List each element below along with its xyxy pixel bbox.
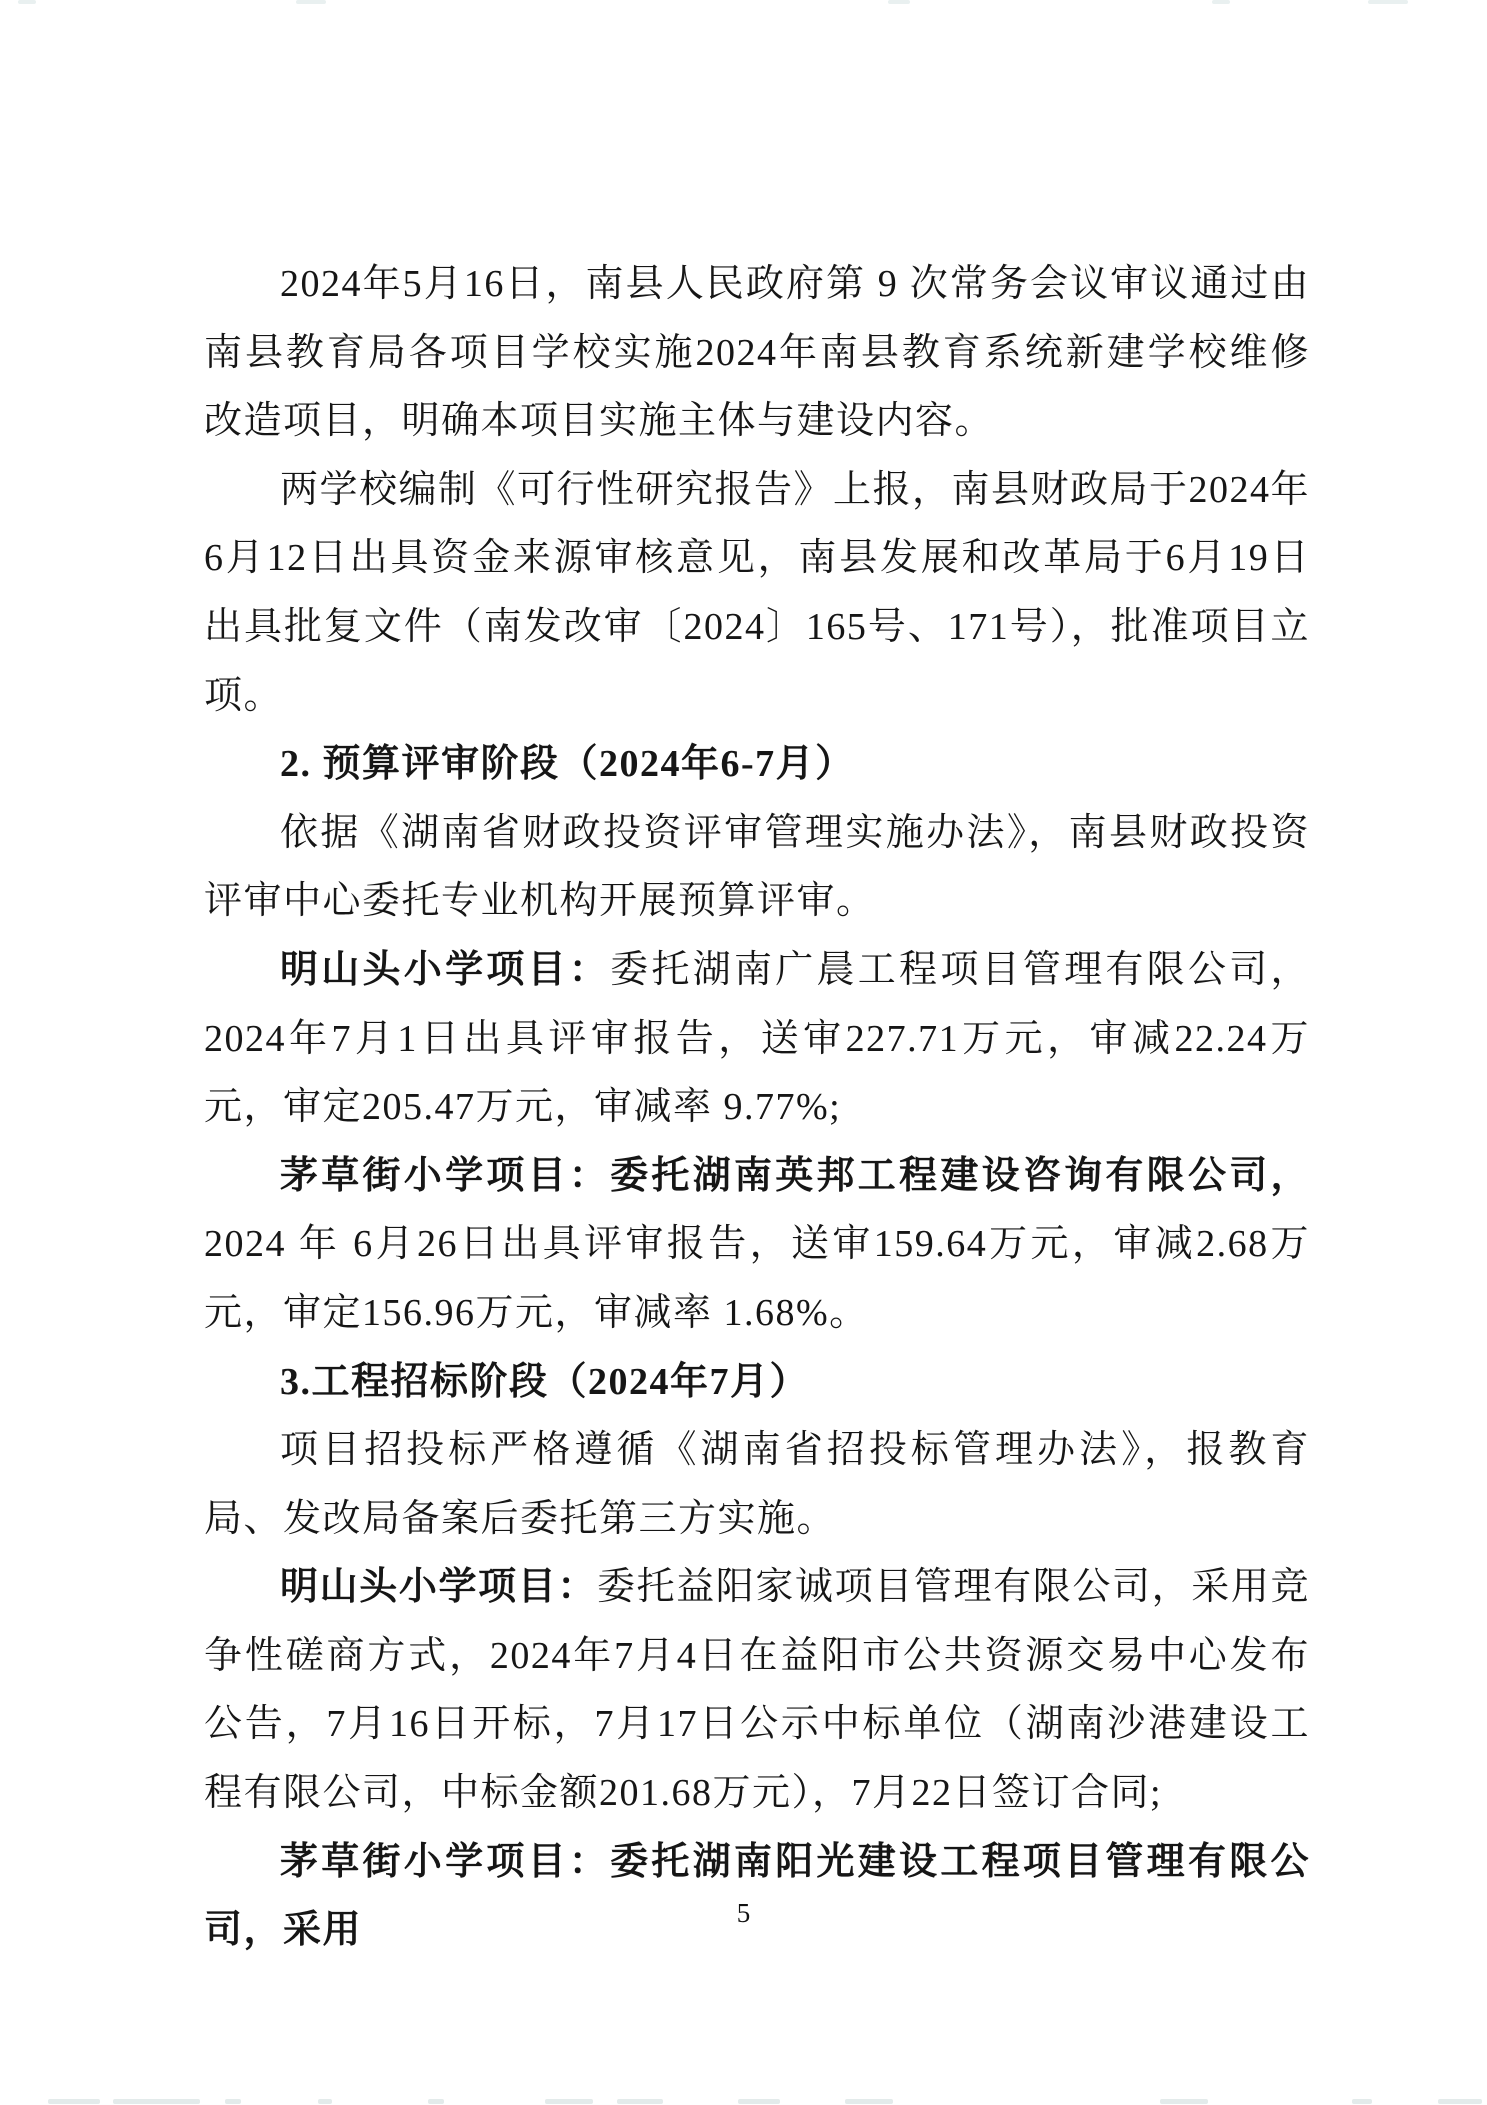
scan-artifact (428, 2099, 444, 2104)
heading-bidding-stage (204, 1348, 1310, 1417)
paragraph-feasibility-report (204, 456, 1310, 730)
scan-artifact (1160, 2099, 1208, 2104)
paragraph-text: 两学校编制《可行性研究报告》上报，南县财政局于2024年6月12日出具资金来源审核意见，南县发展和改革局于6月19日出具批复文件（南发改审〔2024〕165号、171号），批准项目立项。 (204, 468, 1311, 717)
scan-artifact (1212, 0, 1230, 4)
paragraph-text: 委托湖南广晨工程项目管理有限公司，2024年7月1日出具评审报告，送审227.71万元，审减22.24万元，审定205.47万元，审减率 9.77%; (204, 948, 1310, 1129)
scan-artifact (1352, 2099, 1372, 2104)
paragraph-lead: 茅草街小学项目：委托湖南英邦工程建设咨询有限公司， (280, 1154, 1310, 1197)
heading-budget-review-stage (204, 730, 1310, 799)
paragraph-text: 2024 年 6月26日出具评审报告，送审159.64万元，审减2.68万元，审定156.96万元，审减率 1.68%。 (204, 1223, 1310, 1334)
heading-text: 2. 预算评审阶段（2024年6-7月） (280, 743, 855, 786)
scan-artifact (225, 2099, 241, 2104)
scan-artifact (318, 2099, 332, 2104)
document-body (204, 250, 1310, 1965)
paragraph-text: 委托益阳家诚项目管理有限公司，采用竞争性磋商方式，2024年7月4日在益阳市公共资源交易中心发布公告，7月16日开标，7月17日公示中标单位（湖南沙港建设工程有限公司，中标金额201.68万元），7月22日签订合同; (204, 1566, 1310, 1815)
scan-artifact (296, 0, 326, 4)
heading-text: 3.工程招标阶段（2024年7月） (280, 1360, 810, 1403)
scan-artifact (738, 2099, 780, 2104)
scan-artifact (888, 0, 910, 4)
scan-artifact (48, 2099, 100, 2104)
scan-artifact (845, 2099, 893, 2104)
paragraph-mingshantou-bidding (204, 1553, 1310, 1827)
paragraph-lead: 茅草街小学项目：委托湖南阳光建设工程项目管理有限公司，采用 (204, 1840, 1310, 1952)
scan-artifact (617, 2099, 663, 2104)
scan-artifact (1368, 0, 1408, 4)
paragraph-text: 2024年5月16日，南县人民政府第 9 次常务会议审议通过由南县教育局各项目学校实施2024年南县教育系统新建学校维修改造项目，明确本项目实施主体与建设内容。 (204, 263, 1310, 443)
paragraph-mingshantou-budget-review (204, 936, 1310, 1142)
scan-artifact (18, 0, 36, 4)
paragraph-text: 依据《湖南省财政投资评审管理实施办法》，南县财政投资评审中心委托专业机构开展预算评审。 (204, 811, 1310, 923)
paragraph-maocaojie-budget-review (204, 1142, 1310, 1348)
scan-artifact (1438, 2099, 1482, 2104)
paragraph-lead: 明山头小学项目： (280, 1566, 597, 1609)
scan-artifact (545, 2099, 593, 2104)
paragraph-maocaojie-bidding (204, 1828, 1310, 1965)
paragraph-text: 项目招投标严格遵循《湖南省招投标管理办法》，报教育局、发改局备案后委托第三方实施。 (204, 1429, 1310, 1540)
paragraph-review-basis (204, 799, 1310, 936)
scan-artifact (113, 2099, 200, 2104)
paragraph-bidding-rules (204, 1416, 1310, 1553)
paragraph-lead: 明山头小学项目： (280, 948, 611, 991)
paragraph-approval (204, 250, 1310, 456)
page-number: 5 (736, 1898, 751, 1928)
